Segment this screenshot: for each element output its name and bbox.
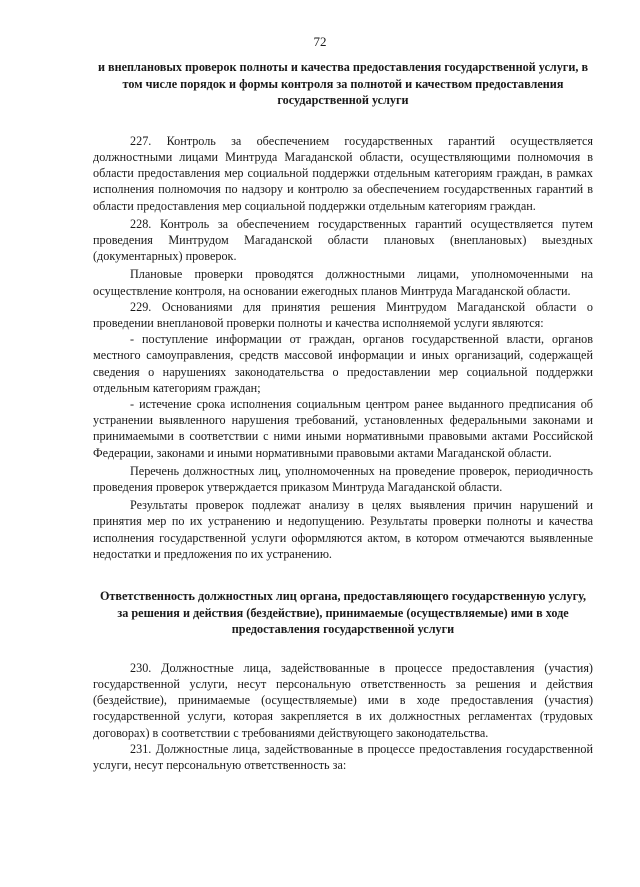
page-content xyxy=(93,59,593,773)
paragraph-officials-list: Перечень должностных лиц, уполномоченных на проведение проверок, периодичность проведения проверок утверждается приказом Минтруда Магаданской области. xyxy=(93,463,593,495)
paragraph-231: 231. Должностные лица, задействованные в процессе предоставления государственной услуги, несут персональную ответственность за: xyxy=(93,741,593,773)
paragraph-planned-checks: Плановые проверки проводятся должностными лицами, уполномоченными на осуществление контроля, на основании ежегодных планов Минтруда Магаданской области. xyxy=(93,267,593,298)
paragraph-230: 230. Должностные лица, задействованные в процессе предоставления (участия) государственной услуги, несут персональную ответственность за решения и действия (бездействие), принимаемые (осуществляемые) ими в ходе предоставления (участия) государственной услуги, которая закрепляется в их должностных регламентах (трудовых договорах) в соответствии с требованиями действующего законодательства. xyxy=(93,660,593,740)
section-heading-responsibility: Ответственность должностных лиц органа, предоставляющего государственную услугу, за решения и действия (бездействие), принимаемые (осуществляемые) ими в ходе предоставления государственной услуги xyxy=(99,589,587,637)
paragraph-228: 228. Контроль за обеспечением государственных гарантий осуществляется путем проведения Минтрудом Магаданской области плановых (внеплановых) выездных (документарных) проверок. xyxy=(93,216,593,264)
paragraph-grounds-deadline: - истечение срока исполнения социальным центром ранее выданного предписания об устранении выявленного нарушения требований, установленных федеральными законами и принимаемыми в соответствии с ними иными нормативными правовыми актами Российской Федерации, законами и иными нормативными правовыми актами Магаданской области. xyxy=(93,397,593,460)
page-number: 72 xyxy=(313,34,327,49)
paragraph-grounds-info: - поступление информации от граждан, органов государственной власти, органов местного самоуправления, средств массовой информации и иных организаций, содержащей сведения о нарушениях законодательства о предоставлении мер социальной поддержки отдельным категориям граждан; xyxy=(93,332,593,395)
section-heading-control: и внеплановых проверок полноты и качества предоставления государственной услуги, в том числе порядок и формы контроля за полнотой и качеством предоставления государственной услуги xyxy=(97,60,589,108)
paragraph-check-results: Результаты проверок подлежат анализу в целях выявления причин нарушений и принятия мер по их устранению и недопущению. Результаты проверки полноты и качества исполнения государственной услуги оформляются актом, в котором отмечаются выявленные недостатки и предложения по их устранению. xyxy=(93,498,593,561)
paragraph-229: 229. Основаниями для принятия решения Минтрудом Магаданской области о проведении внеплановой проверки полноты и качества исполняемой услуги являются: xyxy=(93,299,593,331)
paragraph-227: 227. Контроль за обеспечением государственных гарантий осуществляется должностными лицами Минтруда Магаданской области, осуществляющими полномочия в области предоставления мер социальной поддержки отдельным категориям граждан, в рамках исполнения полномочия по надзору и контролю за обеспечением государственных гарантий в области предоставления мер социальной поддержки отдельным категориям граждан. xyxy=(93,133,593,213)
